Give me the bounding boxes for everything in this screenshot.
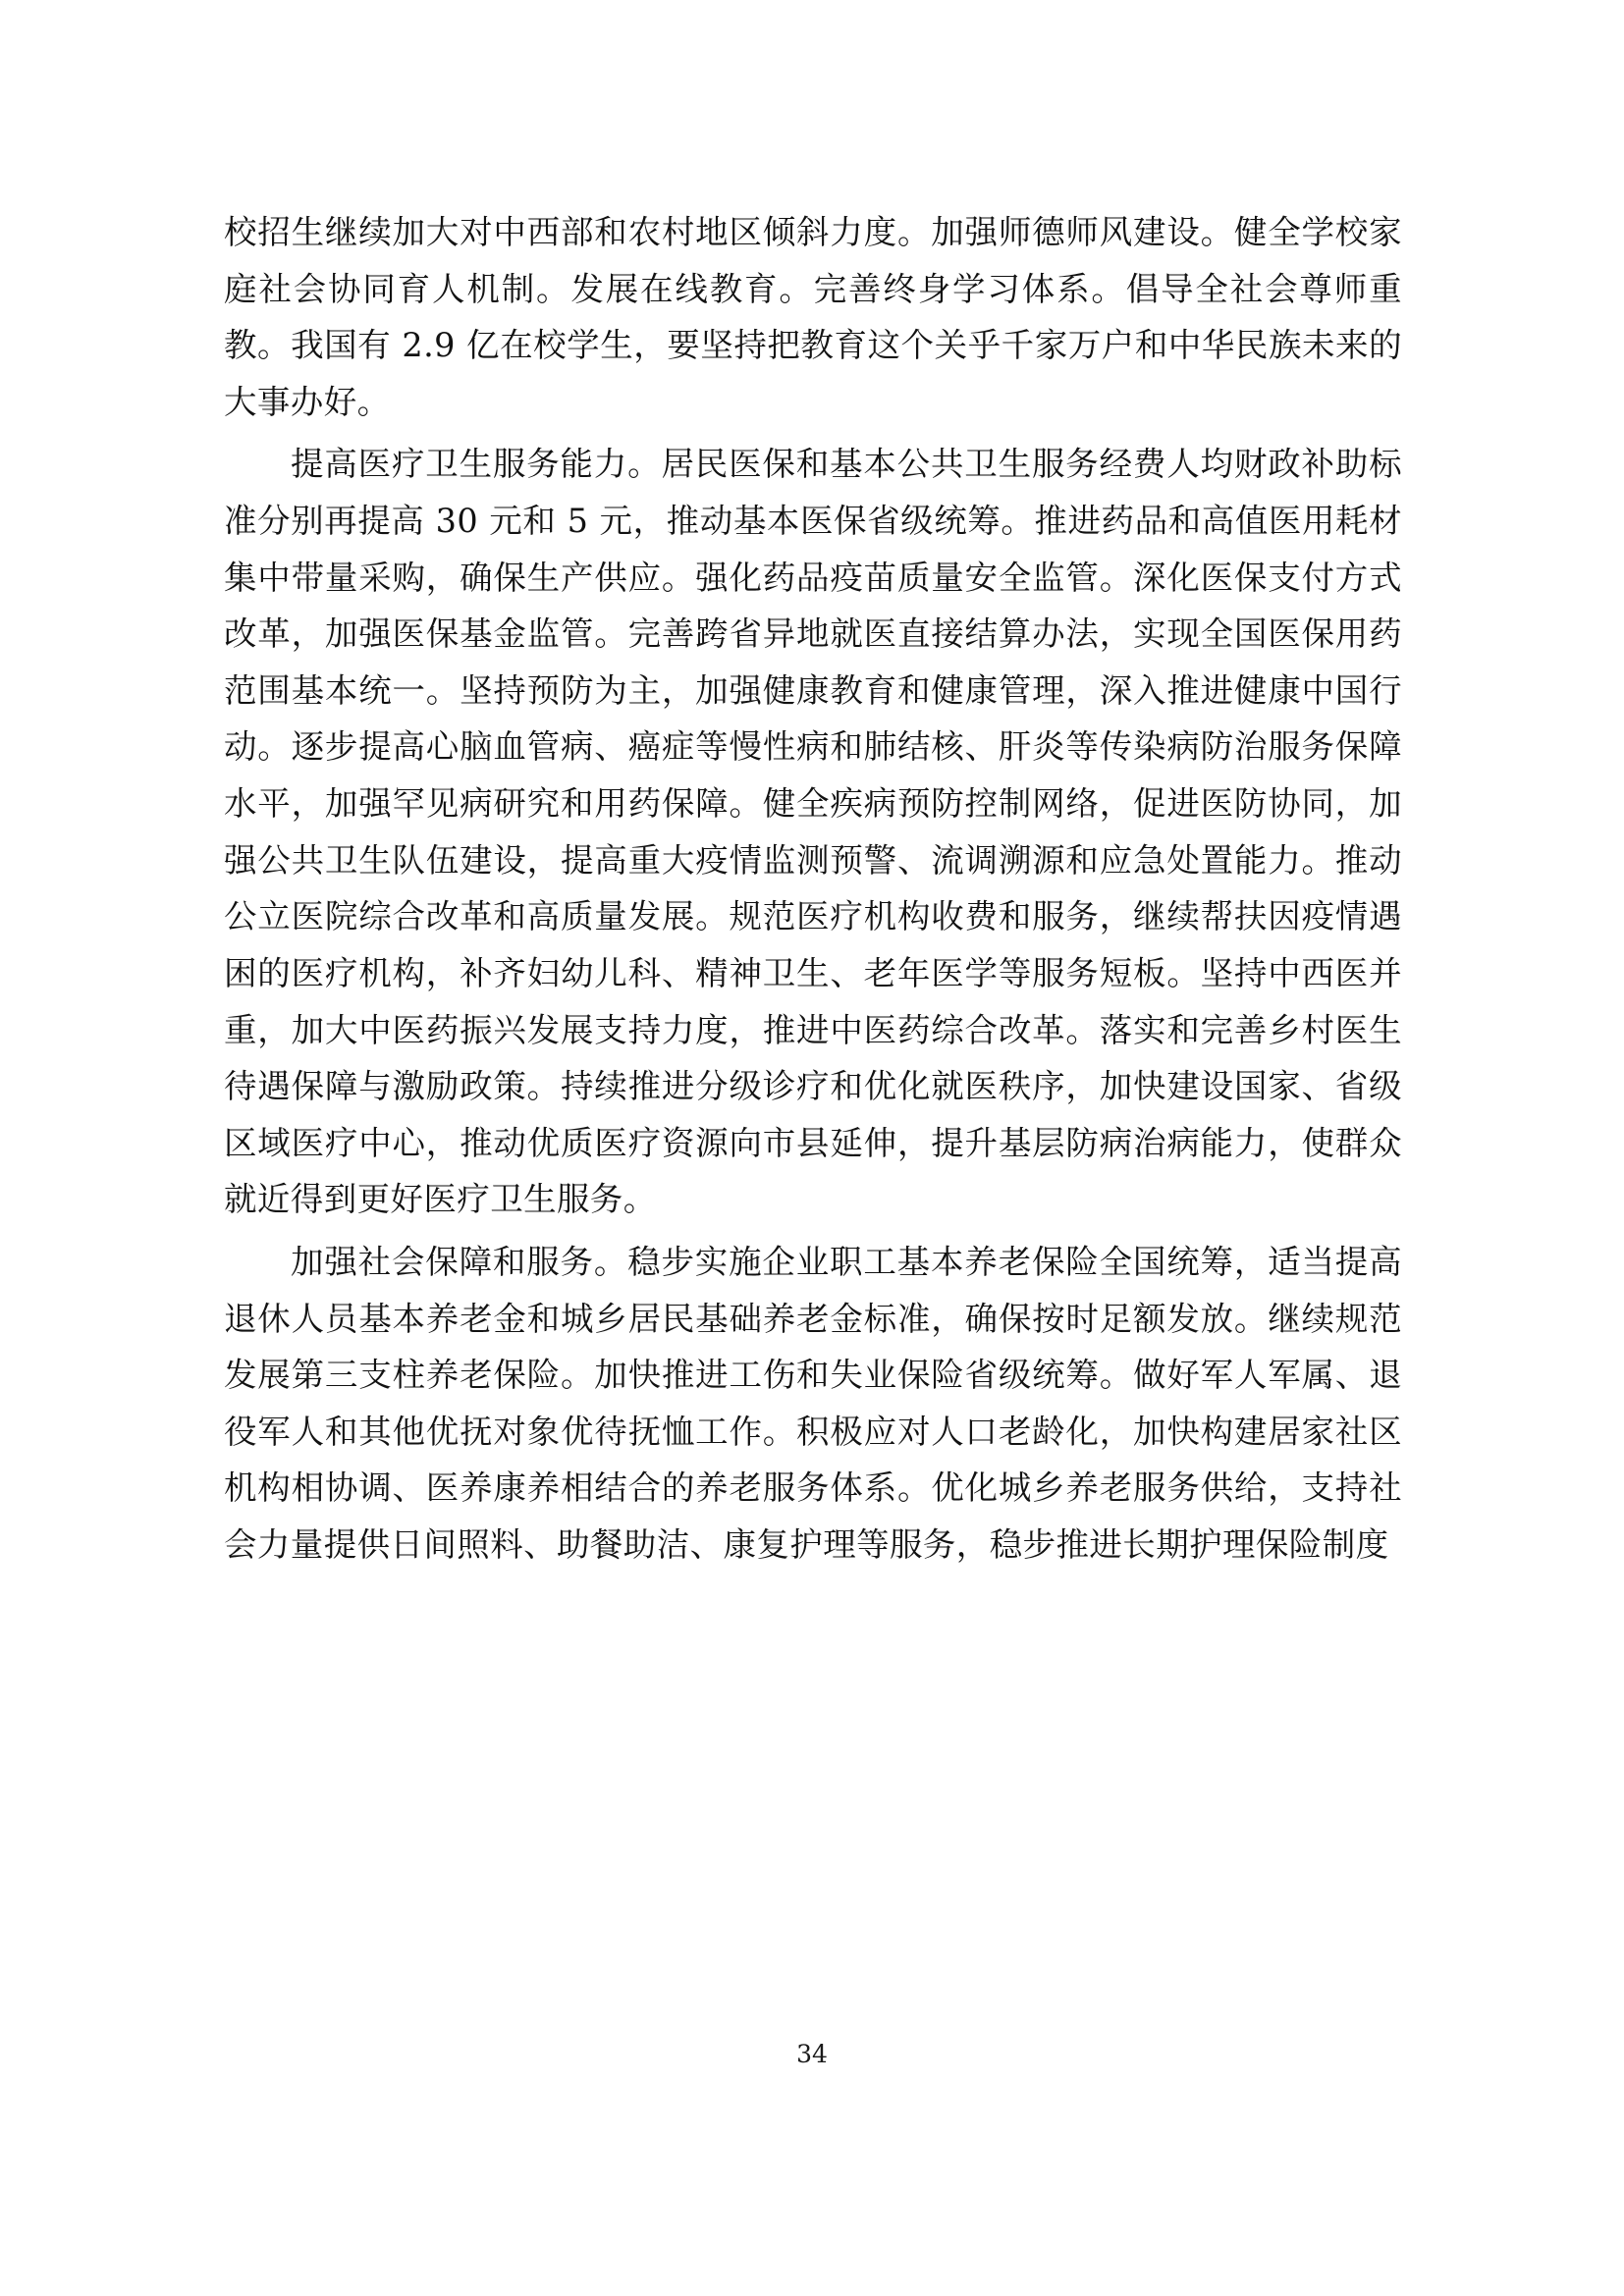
paragraph-education-continued: 校招生继续加大对中西部和农村地区倾斜力度。加强师德师风建设。健全学校家庭社会协同育人机制。发展在线教育。完善终身学习体系。倡导全社会尊师重教。我国有 2.9 亿在校学生，要坚持把教育这个关乎千家万户和中华民族未来的大事办好。 xyxy=(224,213,1402,421)
page-number: 34 xyxy=(796,2040,828,2068)
page-body xyxy=(224,204,1402,1579)
paragraph-medical-health: 提高医疗卫生服务能力。居民医保和基本公共卫生服务经费人均财政补助标准分别再提高 30 元和 5 元，推动基本医保省级统筹。推进药品和高值医用耗材集中带量采购，确保生产供应。强化药品疫苗质量安全监管。深化医保支付方式改革，加强医保基金监管。完善跨省异地就医直接结算办法，实现全国医保用药范围基本统一。坚持预防为主，加强健康教育和健康管理，深入推进健康中国行动。逐步提高心脑血管病、癌症等慢性病和肺结核、肝炎等传染病防治服务保障水平，加强罕见病研究和用药保障。健全疾病预防控制网络，促进医防协同，加强公共卫生队伍建设，提高重大疫情监测预警、流调溯源和应急处置能力。推动公立医院综合改革和高质量发展。规范医疗机构收费和服务，继续帮扶因疫情遇困的医疗机构，补齐妇幼儿科、精神卫生、老年医学等服务短板。坚持中西医并重，加大中医药振兴发展支持力度，推进中医药综合改革。落实和完善乡村医生待遇保障与激励政策。持续推进分级诊疗和优化就医秩序，加快建设国家、省级区域医疗中心，推动优质医疗资源向市县延伸，提升基层防病治病能力，使群众就近得到更好医疗卫生服务。 xyxy=(224,445,1402,1219)
paragraph-social-security: 加强社会保障和服务。稳步实施企业职工基本养老保险全国统筹，适当提高退休人员基本养老金和城乡居民基础养老金标准，确保按时足额发放。继续规范发展第三支柱养老保险。加快推进工伤和失业保险省级统筹。做好军人军属、退役军人和其他优抚对象优待抚恤工作。积极应对人口老龄化，加快构建居家社区机构相协调、医养康养相结合的养老服务体系。优化城乡养老服务供给，支持社会力量提供日间照料、助餐助洁、康复护理等服务，稳步推进长期护理保险制度 xyxy=(224,1242,1402,1565)
